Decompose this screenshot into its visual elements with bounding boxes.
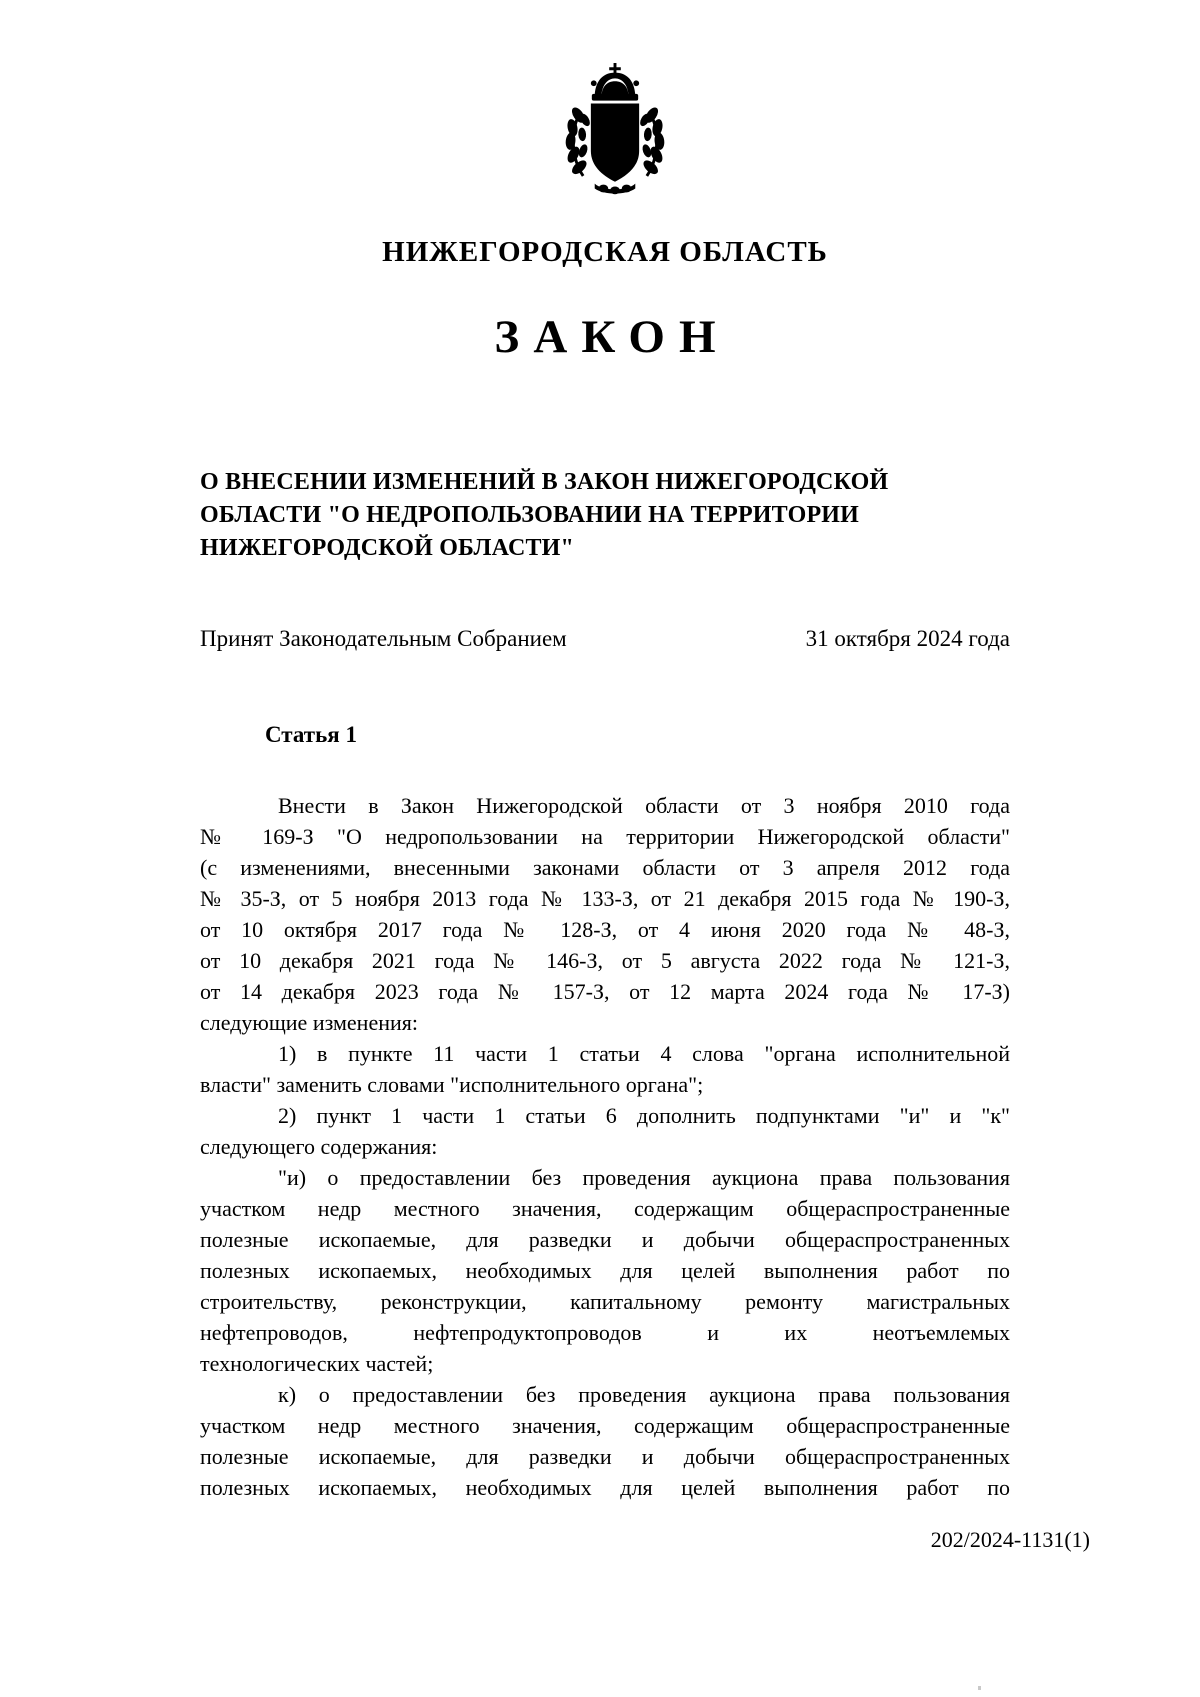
adoption-row [200, 626, 1010, 652]
body-text-line: полезные ископаемые, для разведки и добычи общераспространенных [200, 1227, 1010, 1252]
adopted-by-label: Принят Законодательным Собранием [200, 626, 567, 651]
body-text-line: Внести в Закон Нижегородской области от 3 ноября 2010 года [278, 793, 1010, 818]
body-text-line: (с изменениями, внесенными законами области от 3 апреля 2012 года [200, 855, 1010, 880]
body-text-line: следующего содержания: [200, 1134, 438, 1159]
document-type-title: ЗАКОН [494, 311, 730, 363]
law-title [200, 466, 1010, 565]
body-text-line: от 14 декабря 2023 года № 157-З, от 12 марта 2024 года № 17-З) [200, 979, 1010, 1004]
body-text-line: участком недр местного значения, содержащим общераспространенные [200, 1196, 1010, 1221]
body-text-line: 2) пункт 1 части 1 статьи 6 дополнить подпунктами "и" и "к" [278, 1103, 1010, 1128]
law-title-line: О ВНЕСЕНИИ ИЗМЕНЕНИЙ В ЗАКОН НИЖЕГОРОДСКОЙ [200, 469, 889, 495]
body-text-line: полезных ископаемых, необходимых для целей выполнения работ по [200, 1258, 1010, 1283]
body-text-line: полезные ископаемые, для разведки и добычи общераспространенных [200, 1444, 1010, 1469]
body-text-line: полезных ископаемых, необходимых для целей выполнения работ по [200, 1475, 1010, 1500]
scan-artifact [978, 1686, 981, 1690]
body-text-line: № 169-З "О недропользовании на территории Нижегородской области" [200, 824, 1010, 849]
body-text-line: технологических частей; [200, 1351, 434, 1376]
law-body-text [200, 790, 1010, 1503]
body-text-line: к) о предоставлении без проведения аукциона права пользования [278, 1382, 1010, 1407]
body-text-line: нефтепроводов, нефтепродуктопроводов и их неотъемлемых [200, 1320, 1010, 1345]
body-text-line: власти" заменить словами "исполнительного органа"; [200, 1072, 704, 1097]
law-title-line: ОБЛАСТИ "О НЕДРОПОЛЬЗОВАНИИ НА ТЕРРИТОРИИ [200, 502, 860, 528]
body-text-line: от 10 декабря 2021 года № 146-З, от 5 августа 2022 года № 121-З, [200, 948, 1010, 973]
article-1-heading: Статья 1 [265, 722, 357, 747]
coat-of-arms-icon [552, 62, 678, 202]
body-text-line: № 35-З, от 5 ноября 2013 года № 133-З, от 21 декабря 2015 года № 190-З, [200, 886, 1010, 911]
document-code: 202/2024-1131(1) [930, 1527, 1090, 1552]
body-text-line: участком недр местного значения, содержащим общераспространенные [200, 1413, 1010, 1438]
region-name: НИЖЕГОРОДСКАЯ ОБЛАСТЬ [382, 236, 828, 268]
body-text-line: следующие изменения: [200, 1010, 418, 1035]
law-title-line: НИЖЕГОРОДСКОЙ ОБЛАСТИ" [200, 535, 575, 561]
body-text-line: "и) о предоставлении без проведения аукциона права пользования [278, 1165, 1010, 1190]
body-text-line: 1) в пункте 11 части 1 статьи 4 слова "органа исполнительной [278, 1041, 1010, 1066]
body-text-line: строительству, реконструкции, капитальному ремонту магистральных [200, 1289, 1010, 1314]
adoption-date: 31 октября 2024 года [805, 626, 1010, 651]
body-text-line: от 10 октября 2017 года № 128-З, от 4 июня 2020 года № 48-З, [200, 917, 1010, 942]
